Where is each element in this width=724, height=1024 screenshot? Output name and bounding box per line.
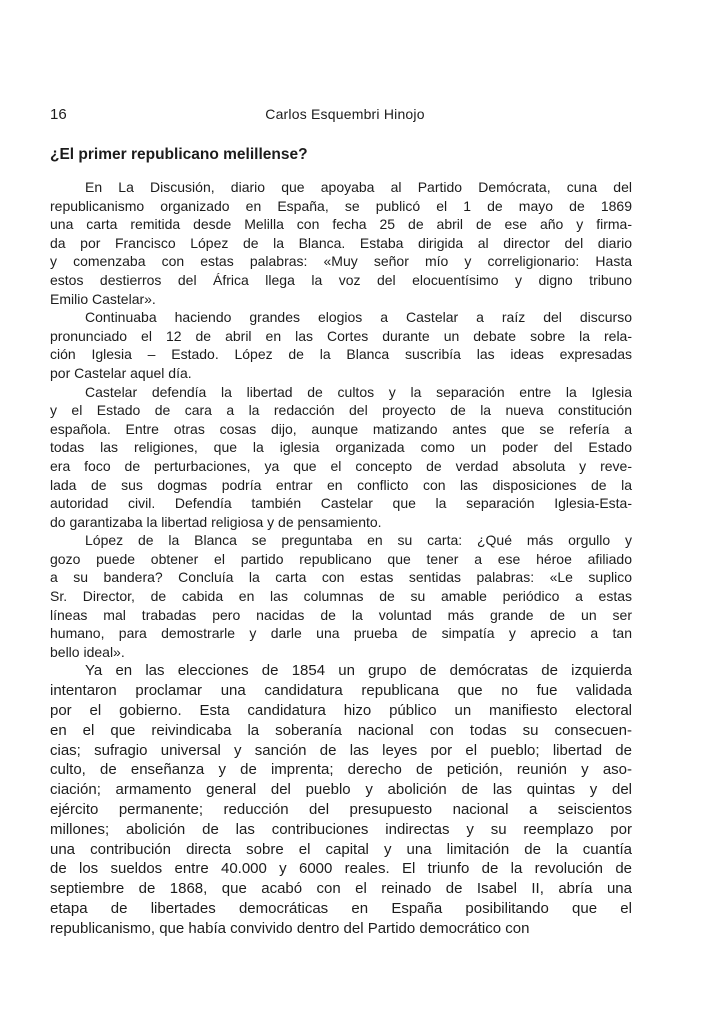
text-line: a su bandera? Concluía la carta con estas sentidas palabras: «Le suplico — [50, 569, 632, 586]
paragraph — [50, 531, 632, 661]
text-line: y el Estado de cara a la redacción del proyecto de la nueva constitución — [50, 402, 632, 419]
text-line: etapa de libertades democráticas en España posibilitando que el — [50, 900, 632, 917]
text-line: republicanismo organizado en España, se publicó el 1 de mayo de 1869 — [50, 197, 632, 214]
paragraph — [50, 383, 632, 532]
text-line: intentaron proclamar una candidatura republicana que no fue validada — [50, 682, 632, 700]
text-line: española. Entre otras cosas dijo, aunque matizando antes que se refería a — [50, 420, 632, 437]
text-line: republicanismo, que había convivido dentro del Partido democrático con — [50, 919, 530, 937]
text-line: pronunciado el 12 de abril en las Cortes durante un debate sobre la rela- — [50, 327, 632, 344]
paragraph — [50, 178, 632, 308]
text-line: una contribución directa sobre el capital y una limitación de la cuantía — [50, 840, 632, 858]
text-line: do garantizaba la libertad religiosa y de pensamiento. — [50, 513, 382, 530]
text-line: septiembre de 1868, que acabó con el reinado de Isabel II, abría una — [50, 880, 632, 898]
text-line: por el gobierno. Esta candidatura hizo público un manifiesto electoral — [50, 702, 632, 720]
text-line: gozo puede obtener el partido republicano que tener a ese héroe afiliado — [50, 550, 632, 567]
text-line: Sr. Director, de cabida en las columnas de su amable periódico a estas — [50, 588, 632, 605]
text-line: todas las religiones, que la iglesia organizada como un poder del Estado — [50, 439, 632, 456]
text-line: ción Iglesia – Estado. López de la Blanca suscribía las ideas expresadas — [50, 346, 632, 363]
text-line: ciación; armamento general del pueblo y abolición de las quintas y del — [50, 781, 632, 799]
text-line: estos destierros del África llega la voz del elocuentísimo y digno tribuno — [50, 271, 632, 288]
text-line: por Castelar aquel día. — [50, 364, 192, 381]
body-text — [50, 178, 632, 939]
paragraph — [50, 308, 632, 382]
text-line: lada de sus dogmas podría entrar en conflicto con las disposiciones de la — [50, 476, 632, 493]
text-line: y comenzaba con estas palabras: «Muy señor mío y correligionario: Hasta — [50, 253, 632, 270]
text-line: Castelar defendía la libertad de cultos y la separación entre la Iglesia — [85, 383, 632, 400]
section-title: ¿El primer republicano melillense? — [50, 146, 308, 163]
text-line: da por Francisco López de la Blanca. Estaba dirigida al director del diario — [50, 234, 632, 251]
text-line: autoridad civil. Defendía también Castelar que la separación Iglesia-Esta- — [50, 495, 632, 512]
text-line: cias; sufragio universal y sanción de las leyes por el pueblo; libertad de — [50, 741, 632, 759]
text-line: en el que reivindicaba la soberanía nacional con todas su consecuen- — [50, 721, 632, 739]
text-line: una carta remitida desde Melilla con fecha 25 de abril de ese año y firma- — [50, 216, 632, 233]
text-line: ejército permanente; reducción del presupuesto nacional a seiscientos — [50, 801, 632, 819]
text-line: líneas mal trabadas pero nacidas de la voluntad más grande de un ser — [50, 606, 632, 623]
text-line: Ya en las elecciones de 1854 un grupo de demócratas de izquierda — [85, 662, 632, 680]
paragraph — [50, 661, 632, 938]
text-line: Emilio Castelar». — [50, 290, 156, 307]
text-line: Continuaba haciendo grandes elogios a Castelar a raíz del discurso — [85, 309, 632, 326]
text-line: culto, de enseñanza y de imprenta; derecho de petición, reunión y aso- — [50, 761, 632, 779]
text-line: millones; abolición de las contribuciones indirectas y su reemplazo por — [50, 820, 632, 838]
text-line: era foco de perturbaciones, ya que el concepto de verdad absoluta y reve- — [50, 457, 632, 474]
page-number: 16 — [50, 106, 67, 123]
text-line: bello ideal». — [50, 643, 125, 660]
text-line: de los sueldos entre 40.000 y 6000 reales. El triunfo de la revolución de — [50, 860, 632, 878]
page-header — [50, 106, 640, 130]
text-line: humano, para demostrarle y darle una prueba de simpatía y aprecio a tan — [50, 625, 632, 642]
text-line: En La Discusión, diario que apoyaba al Partido Demócrata, cuna del — [85, 179, 632, 195]
running-head: Carlos Esquembri Hinojo — [265, 106, 425, 122]
text-line: López de la Blanca se preguntaba en su carta: ¿Qué más orgullo y — [85, 532, 632, 549]
